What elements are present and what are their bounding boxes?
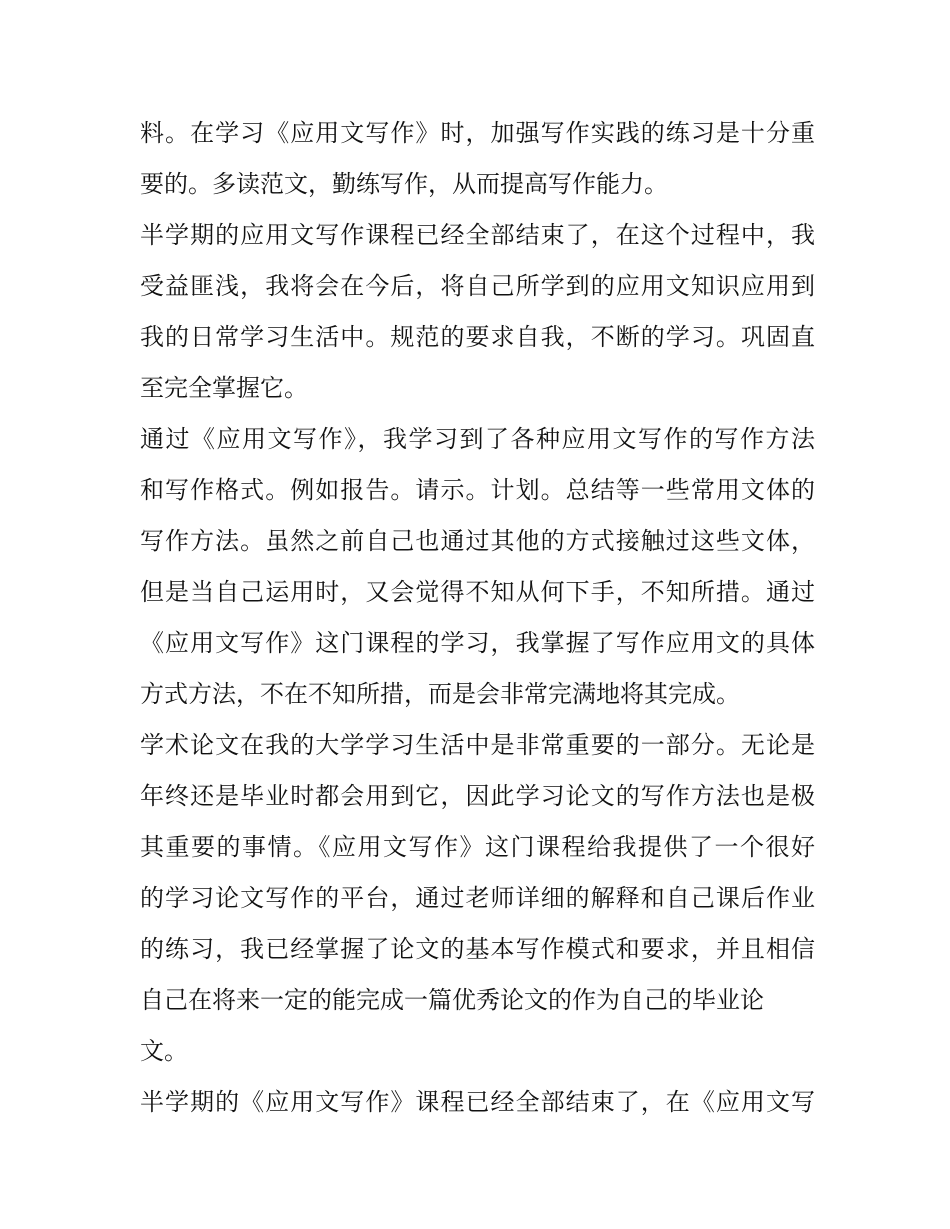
text-line: 写作方法。虽然之前自己也通过其他的方式接触过这些文体，: [140, 527, 815, 555]
text-line: 其重要的事情。《应用文写作》这门课程给我提供了一个很好: [140, 833, 815, 861]
text-line: 半学期的应用文写作课程已经全部结束了，在这个过程中，我: [140, 221, 815, 249]
text-line: 料。在学习《应用文写作》时，加强写作实践的练习是十分重: [140, 119, 815, 147]
text-line: 年终还是毕业时都会用到它，因此学习论文的写作方法也是极: [140, 782, 815, 810]
text-line: 学术论文在我的大学学习生活中是非常重要的一部分。无论是: [140, 731, 815, 759]
text-line: 的学习论文写作的平台，通过老师详细的解释和自己课后作业: [140, 884, 815, 912]
text-line: 但是当自己运用时，又会觉得不知从何下手，不知所措。通过: [140, 578, 815, 606]
text-line: 至完全掌握它。: [140, 374, 308, 402]
text-line: 受益匪浅，我将会在今后，将自己所学到的应用文知识应用到: [140, 272, 815, 300]
text-line: 和写作格式。例如报告。请示。计划。总结等一些常用文体的: [140, 476, 815, 504]
body-text: [140, 108, 815, 1128]
text-line: 半学期的《应用文写作》课程已经全部结束了，在《应用文写: [140, 1088, 815, 1116]
text-line: 文。: [140, 1037, 188, 1065]
text-line: 自己在将来一定的能完成一篇优秀论文的作为自己的毕业论: [140, 986, 764, 1014]
text-line: 的练习，我已经掌握了论文的基本写作模式和要求，并且相信: [140, 935, 815, 963]
text-line: 要的。多读范文，勤练写作，从而提高写作能力。: [140, 170, 668, 198]
text-line: 《应用文写作》这门课程的学习，我掌握了写作应用文的具体: [140, 629, 815, 657]
text-line: 通过《应用文写作》，我学习到了各种应用文写作的写作方法: [140, 425, 815, 453]
text-line: 我的日常学习生活中。规范的要求自我，不断的学习。巩固直: [140, 323, 815, 351]
text-line: 方式方法，不在不知所措，而是会非常完满地将其完成。: [140, 680, 740, 708]
